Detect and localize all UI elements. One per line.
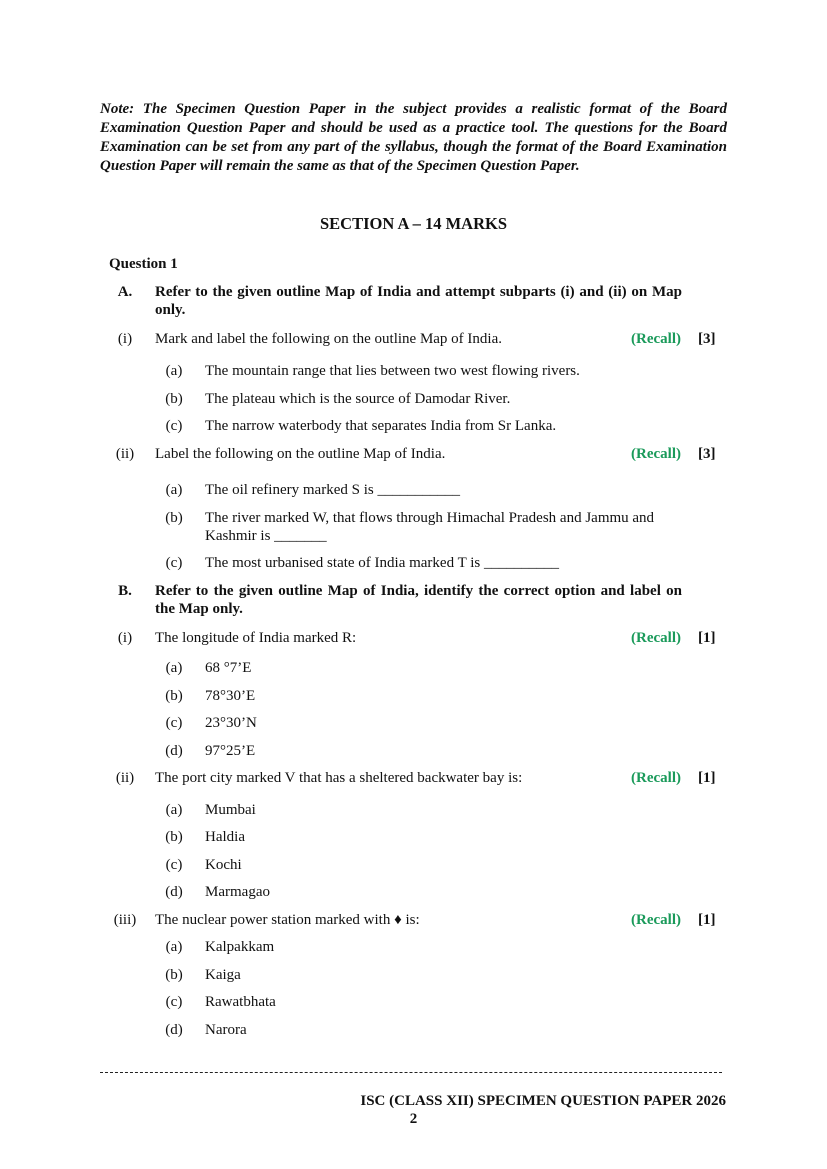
option-label: (a) [165,482,183,498]
sub-num: (ii) [115,770,135,786]
option-text: The narrow waterbody that separates India from Sr Lanka. [205,418,557,434]
option-text: 23°30’N [205,715,257,731]
option-text: The most urbanised state of India marked T is __________ [205,555,559,571]
recall-tag: (Recall) [631,912,681,928]
question-heading: Question 1 [109,256,178,272]
option-text: Kalpakkam [205,939,275,955]
option-text: 78°30’E [205,688,256,704]
option-text: Kochi [205,857,242,873]
marks: [1] [698,770,716,786]
option-label: (a) [165,363,183,379]
option-text: 97°25’E [205,743,256,759]
option-label: (d) [165,1022,183,1038]
option-label: (c) [165,555,183,571]
option-label: (c) [165,857,183,873]
sub-num: (i) [117,331,133,347]
sub-text: The nuclear power station marked with ♦ is: [155,912,420,928]
option-label: (b) [165,688,183,704]
recall-tag: (Recall) [631,446,681,462]
option-text: The oil refinery marked S is ___________ [205,482,460,498]
note-paragraph: Note: The Specimen Question Paper in the subject provides a realistic format of the Board Examination Question Paper and should be used as a practice tool. The questions for the Board Examination can be set from any part of the syllabus, though the format of the Board Examination Question Paper will remain the same as that of the Specimen Question Paper. [100,101,727,174]
option-text: The river marked W, that flows through Himachal Pradesh and Jammu and Kashmir is _______ [205,510,655,544]
recall-tag: (Recall) [631,630,681,646]
footer-title: ISC (CLASS XII) SPECIMEN QUESTION PAPER 2026 [360,1093,726,1109]
option-text: Rawatbhata [205,994,276,1010]
option-label: (b) [165,967,183,983]
option-label: (d) [165,884,183,900]
option-label: (c) [165,994,183,1010]
sub-text: Mark and label the following on the outline Map of India. [155,331,502,347]
option-label: (b) [165,391,183,407]
marks: [1] [698,912,716,928]
sub-num: (i) [117,630,133,646]
sub-num: (ii) [115,446,135,462]
option-label: (d) [165,743,183,759]
option-text: Kaiga [205,967,241,983]
option-label: (a) [165,660,183,676]
footer-divider [100,1072,722,1073]
option-text: Mumbai [205,802,256,818]
part-label: A. [117,284,133,300]
option-label: (a) [165,802,183,818]
sub-num: (iii) [113,912,137,928]
option-text: Narora [205,1022,247,1038]
marks: [3] [698,446,716,462]
sub-text: The longitude of India marked R: [155,630,357,646]
recall-tag: (Recall) [631,331,681,347]
option-label: (b) [165,510,183,526]
part-text: Refer to the given outline Map of India and attempt subparts (i) and (ii) on Map only. [155,284,682,318]
option-label: (c) [165,715,183,731]
marks: [3] [698,331,716,347]
part-label: B. [118,583,132,599]
sub-text: Label the following on the outline Map of India. [155,446,446,462]
option-label: (b) [165,829,183,845]
sub-text: The port city marked V that has a sheltered backwater bay is: [155,770,523,786]
part-text: Refer to the given outline Map of India, identify the correct option and label on the Map only. [155,583,682,617]
option-text: The plateau which is the source of Damodar River. [205,391,511,407]
option-text: The mountain range that lies between two west flowing rivers. [205,363,580,379]
option-text: Marmagao [205,884,270,900]
option-label: (c) [165,418,183,434]
option-label: (a) [165,939,183,955]
option-text: 68 °7’E [205,660,252,676]
option-text: Haldia [205,829,245,845]
recall-tag: (Recall) [631,770,681,786]
section-title: SECTION A – 14 MARKS [319,214,508,233]
marks: [1] [698,630,716,646]
page-number: 2 [409,1111,418,1127]
